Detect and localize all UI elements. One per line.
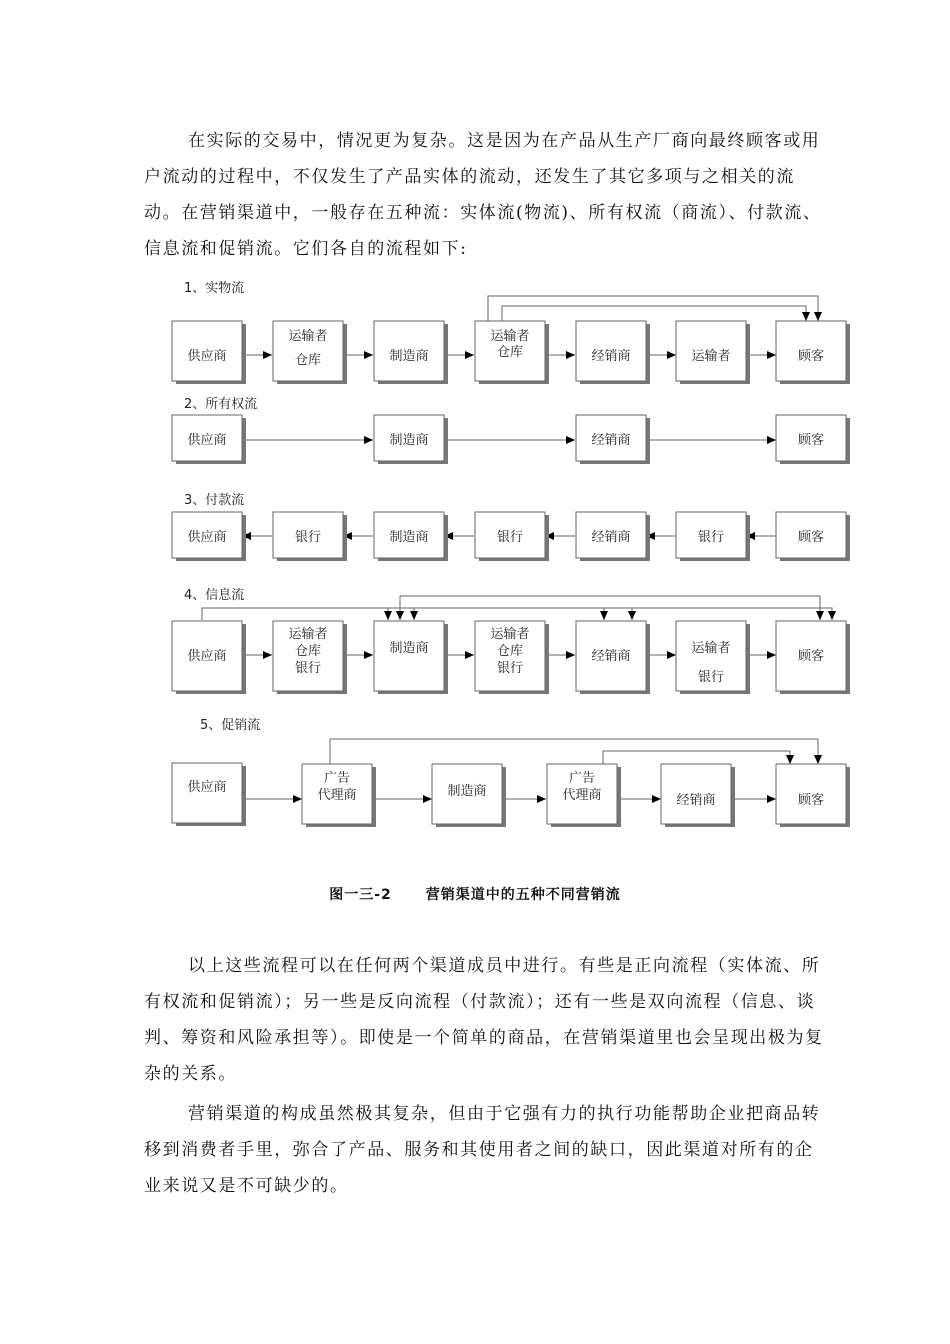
node-ad-agency-2 (547, 764, 621, 827)
svg-text:仓库: 仓库 (294, 353, 322, 368)
node-dealer (576, 512, 650, 561)
bypass-arrow-inner (502, 306, 806, 321)
figure-title: 营销渠道中的五种不同营销流 (425, 887, 621, 903)
svg-text:经销商: 经销商 (591, 530, 631, 545)
info-mid-line (202, 608, 832, 620)
section-title-ownership-flow: 2、所有权流 (184, 397, 258, 412)
node-manufacturer (432, 764, 506, 827)
body-paragraph-2: 营销渠道的构成虽然极其复杂，但由于它强有力的执行功能帮助企业把商品转移到消费者手里，弥合了产品、服务和其使用者之间的缺口，因此渠道对所有的企业来说又是不可缺少的。 (144, 1104, 821, 1196)
svg-text:顾客: 顾客 (797, 530, 825, 545)
figure-number: 图一三-2 (329, 887, 392, 903)
svg-text:制造商: 制造商 (389, 530, 429, 545)
svg-text:制造商: 制造商 (447, 784, 487, 799)
node-dealer (661, 764, 735, 827)
node-supplier (172, 621, 246, 694)
svg-text:运输者: 运输者 (288, 627, 328, 642)
svg-text:运输者: 运输者 (490, 627, 530, 642)
svg-text:银行: 银行 (697, 670, 725, 685)
svg-text:代理商: 代理商 (562, 788, 602, 803)
node-manufacturer (374, 512, 448, 561)
svg-text:供应商: 供应商 (187, 530, 227, 545)
node-dealer (576, 621, 650, 694)
section-title-promotion-flow: 5、促销流 (200, 718, 261, 733)
bypass-arrow-outer (488, 296, 818, 321)
svg-text:制造商: 制造商 (389, 641, 429, 656)
svg-text:顾客: 顾客 (797, 433, 825, 448)
node-manufacturer (374, 621, 448, 694)
section-title-information-flow: 4、信息流 (184, 588, 245, 603)
node-supplier (172, 415, 246, 464)
node-transport-warehouse-2 (475, 321, 549, 384)
row-physical-flow (172, 321, 850, 384)
svg-text:供应商: 供应商 (187, 780, 227, 795)
svg-text:运输者: 运输者 (490, 329, 530, 344)
svg-text:供应商: 供应商 (187, 433, 227, 448)
node-bank (475, 512, 549, 561)
svg-text:顾客: 顾客 (797, 793, 825, 808)
node-transport-warehouse-bank (273, 621, 347, 694)
svg-text:银行: 银行 (294, 530, 322, 545)
svg-text:顾客: 顾客 (797, 649, 825, 664)
intro-paragraph: 在实际的交易中，情况更为复杂。这是因为在产品从生产厂商向最终顾客或用户流动的过程中，不仅发生了产品实体的流动，还发生了其它多项与之相关的流动。在营销渠道中，一般存在五种流：实体流(物流)、所有权流（商流）、付款流、信息流和促销流。它们各自的流程如下: (144, 131, 822, 259)
svg-text:经销商: 经销商 (676, 793, 716, 808)
node-manufacturer (374, 415, 448, 464)
node-transport-warehouse-bank-2 (475, 621, 549, 694)
svg-text:仓库: 仓库 (496, 345, 524, 360)
svg-text:银行: 银行 (496, 530, 524, 545)
svg-text:广告: 广告 (568, 771, 596, 786)
node-supplier (172, 763, 246, 826)
svg-text:代理商: 代理商 (317, 788, 357, 803)
node-supplier (172, 321, 246, 384)
node-transport (676, 321, 750, 384)
node-dealer (576, 415, 650, 464)
node-customer (776, 321, 850, 384)
svg-text:供应商: 供应商 (187, 649, 227, 664)
section-title-physical-flow: 1、实物流 (184, 281, 245, 296)
node-customer (776, 415, 850, 464)
svg-text:仓库: 仓库 (294, 644, 322, 659)
section-title-payment-flow: 3、付款流 (184, 493, 245, 508)
body-paragraph-1: 以上这些流程可以在任何两个渠道成员中进行。有些是正向流程（实体流、所有权流和促销流）；另一些是反向流程（付款流）；还有一些是双向流程（信息、谈判、筹资和风险承担等）。即使是一个简单的商品，在营销渠道里也会呈现出极为复杂的关系。 (144, 956, 824, 1084)
svg-text:经销商: 经销商 (591, 433, 631, 448)
svg-text:顾客: 顾客 (797, 349, 825, 364)
svg-text:仓库: 仓库 (496, 644, 524, 659)
svg-text:运输者: 运输者 (691, 641, 731, 656)
svg-text:银行: 银行 (697, 530, 725, 545)
node-customer (776, 512, 850, 561)
svg-text:运输者: 运输者 (288, 329, 328, 344)
row-information-flow (172, 621, 850, 694)
svg-text:运输者: 运输者 (691, 349, 731, 364)
node-dealer (576, 321, 650, 384)
node-bank (273, 512, 347, 561)
svg-text:银行: 银行 (294, 661, 322, 676)
node-customer (776, 764, 850, 827)
svg-text:经销商: 经销商 (591, 649, 631, 664)
svg-text:供应商: 供应商 (187, 349, 227, 364)
node-manufacturer (374, 321, 448, 384)
row-payment-flow (172, 512, 850, 561)
figure-caption (0, 884, 950, 904)
node-ad-agency (302, 764, 376, 827)
svg-text:经销商: 经销商 (591, 349, 631, 364)
node-transport-warehouse (273, 321, 347, 384)
row-promotion-flow (172, 763, 850, 827)
svg-text:广告: 广告 (323, 771, 351, 786)
svg-text:银行: 银行 (496, 661, 524, 676)
svg-text:制造商: 制造商 (389, 349, 429, 364)
node-bank (676, 512, 750, 561)
node-supplier (172, 512, 246, 561)
svg-text:制造商: 制造商 (389, 433, 429, 448)
node-transport-bank (676, 621, 750, 694)
promo-bypass-inner (603, 751, 790, 764)
node-customer (776, 621, 850, 694)
